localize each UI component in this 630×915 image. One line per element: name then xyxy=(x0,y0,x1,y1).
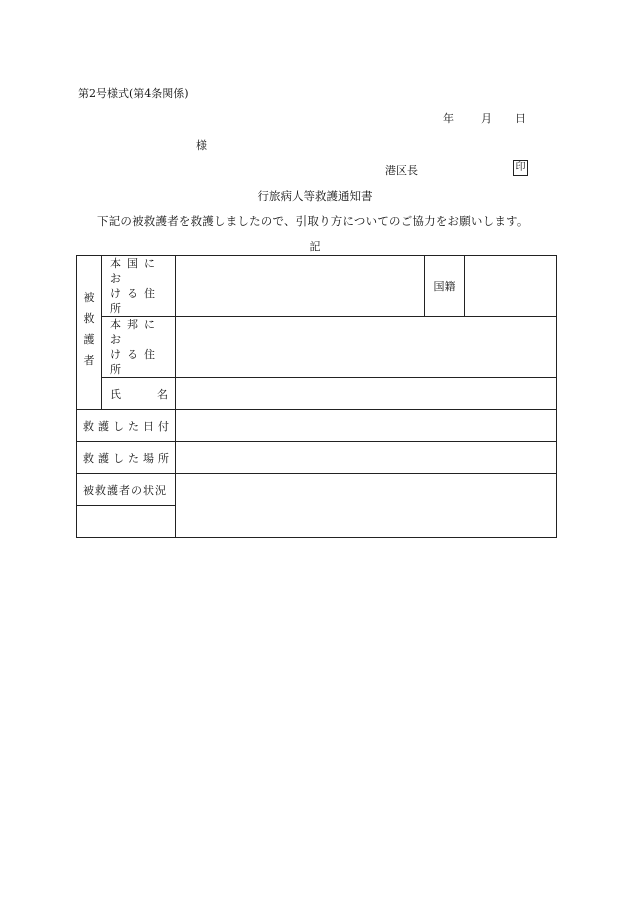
local-address-label xyxy=(102,317,176,378)
issuer-title: 港区長 xyxy=(385,164,418,177)
local-address-label-line1: 本邦にお xyxy=(110,318,161,346)
document-body: 下記の被救護者を救護しましたので、引取り方についてのご協力をお願いします。 xyxy=(97,214,529,228)
side-char-1: 被 xyxy=(83,291,95,304)
name-label-left: 氏 xyxy=(110,387,121,401)
rescued-person-group-label xyxy=(77,256,102,410)
rescue-place-field[interactable] xyxy=(176,442,557,474)
status-label: 被救護者の状況 xyxy=(77,474,176,506)
side-char-4: 者 xyxy=(83,354,95,367)
form-number-label: 第2号様式(第4条関係) xyxy=(78,87,189,100)
rescue-form-table xyxy=(76,255,557,538)
date-day-label: 日 xyxy=(515,112,526,125)
document-title: 行旅病人等救護通知書 xyxy=(257,189,373,203)
side-char-2: 救 xyxy=(83,312,95,325)
rescue-date-label: 救護した日付 xyxy=(77,410,176,442)
name-label-right: 名 xyxy=(157,387,168,401)
name-field[interactable] xyxy=(176,378,557,410)
rescue-date-field[interactable] xyxy=(176,410,557,442)
local-address-label-line2: ける住所 xyxy=(110,348,161,376)
nationality-field[interactable] xyxy=(465,256,557,317)
status-field-lower[interactable] xyxy=(77,506,176,538)
seal-mark: 印 xyxy=(513,160,528,176)
name-label xyxy=(102,378,176,410)
status-field-upper[interactable] xyxy=(176,474,557,538)
home-address-label xyxy=(102,256,176,317)
home-address-field[interactable] xyxy=(176,256,425,317)
rescue-place-label: 救護した場所 xyxy=(77,442,176,474)
addressee-suffix: 様 xyxy=(196,139,207,152)
side-char-3: 護 xyxy=(83,333,95,346)
nationality-label: 国籍 xyxy=(425,256,465,317)
home-address-label-line1: 本国にお xyxy=(110,257,161,285)
home-address-label-line2: ける住所 xyxy=(110,287,161,315)
date-month-label: 月 xyxy=(481,112,492,125)
local-address-field[interactable] xyxy=(176,317,557,378)
ki-heading: 記 xyxy=(309,240,321,253)
date-year-label: 年 xyxy=(443,112,454,125)
